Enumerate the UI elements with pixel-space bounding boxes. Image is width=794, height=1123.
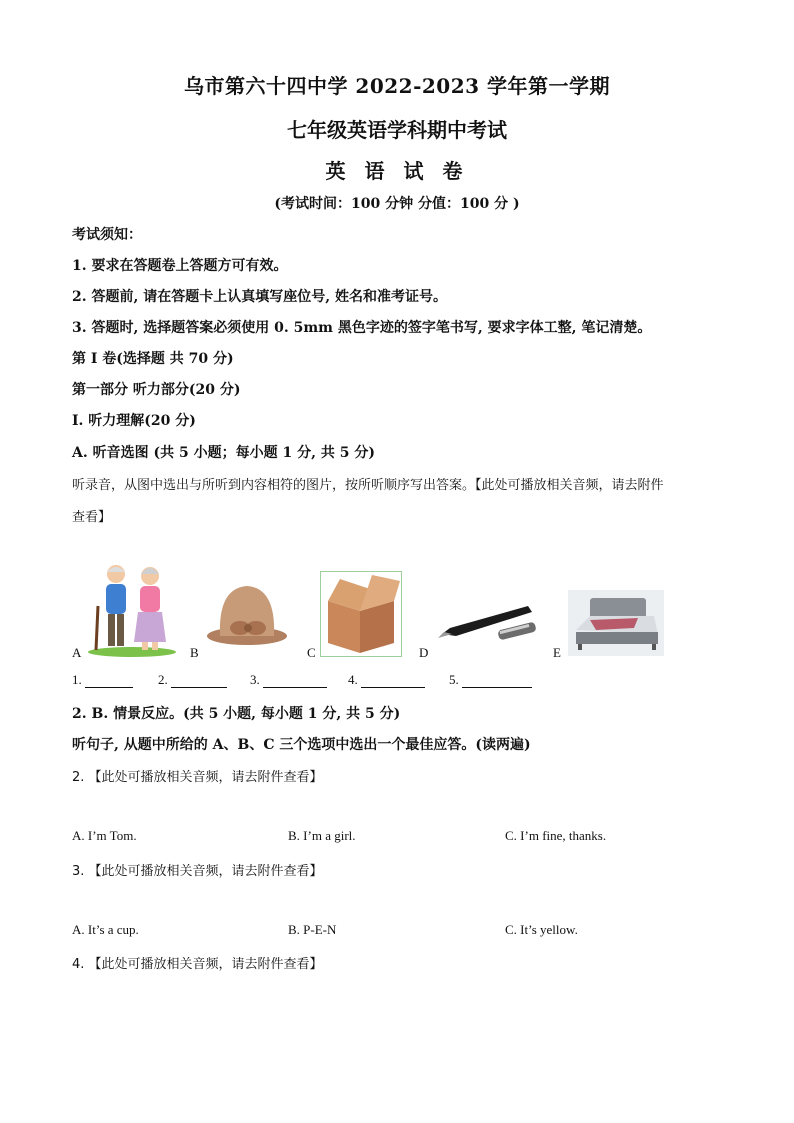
answer-blank-4[interactable] <box>348 672 425 688</box>
note-item: 2. 答题前, 请在答题卡上认真填写座位号, 姓名和准考证号。 <box>72 289 447 305</box>
question-stem: 2. 【此处可播放相关音频，请去附件查看】 <box>72 770 323 785</box>
answer-blank-5[interactable] <box>449 672 532 688</box>
part-heading: 第一部分 听力部分(20 分) <box>72 382 241 398</box>
blank-number: 2. <box>158 672 168 687</box>
answer-blank-3[interactable] <box>250 672 327 688</box>
part-b-heading: 2. B. 情景反应。(共 5 小题, 每小题 1 分, 共 5 分) <box>72 706 401 722</box>
page-title: 乌市第六十四中学 2022-2023 学年第一学期 <box>183 74 611 98</box>
option-b[interactable]: B. P-E-N <box>288 922 337 937</box>
volume-heading: 第 I 卷(选择题 共 70 分) <box>72 351 234 367</box>
option-a[interactable]: A. It’s a cup. <box>72 922 139 937</box>
option-c[interactable]: C. I’m fine, thanks. <box>505 828 607 843</box>
blank-number: 5. <box>449 672 459 687</box>
paper-name: 英 语 试 卷 <box>325 159 469 183</box>
hat-icon <box>204 578 290 648</box>
part-b-instruction: 听句子, 从题中所给的 A、B、C 三个选项中选出一个最佳应答。(读两遍) <box>72 737 531 753</box>
picture-label-c: C <box>307 645 316 660</box>
bed-icon <box>568 590 664 656</box>
option-a[interactable]: A. I’m Tom. <box>72 828 137 843</box>
pen-icon <box>436 598 540 650</box>
answer-blank-2[interactable] <box>158 672 227 688</box>
blank-number: 4. <box>348 672 358 687</box>
answer-blank-1[interactable] <box>72 672 133 688</box>
question-stem: 4. 【此处可播放相关音频，请去附件查看】 <box>72 957 323 972</box>
blank-number: 1. <box>72 672 82 687</box>
part-a-instruction-cont: 查看】 <box>72 510 112 525</box>
blank-number: 3. <box>250 672 260 687</box>
page-subtitle: 七年级英语学科期中考试 <box>287 118 507 142</box>
picture-label-d: D <box>419 645 429 660</box>
picture-label-b: B <box>190 645 199 660</box>
section-heading: I. 听力理解(20 分) <box>72 413 196 429</box>
picture-label-e: E <box>553 645 561 660</box>
question-stem: 3. 【此处可播放相关音频，请去附件查看】 <box>72 864 323 879</box>
picture-label-a: A <box>72 645 82 660</box>
notes-heading: 考试须知： <box>72 227 142 243</box>
exam-meta: (考试时间：100 分钟 分值：100 分 ) <box>274 196 520 212</box>
option-b[interactable]: B. I’m a girl. <box>288 828 356 843</box>
note-item: 3. 答题时, 选择题答案必须使用 0. 5mm 黑色字迹的签字笔书写, 要求字体工整, 笔记清楚。 <box>72 320 652 336</box>
option-c[interactable]: C. It’s yellow. <box>505 922 578 937</box>
elderly-couple-icon <box>86 560 178 658</box>
note-item: 1. 要求在答题卷上答题方可有效。 <box>72 258 288 274</box>
box-icon <box>320 571 402 657</box>
part-a-heading: A. 听音选图 (共 5 小题；每小题 1 分, 共 5 分) <box>72 445 375 461</box>
part-a-instruction: 听录音，从图中选出与所听到内容相符的图片，按所听顺序写出答案。【此处可播放相关音频，请去附件 <box>72 478 664 493</box>
